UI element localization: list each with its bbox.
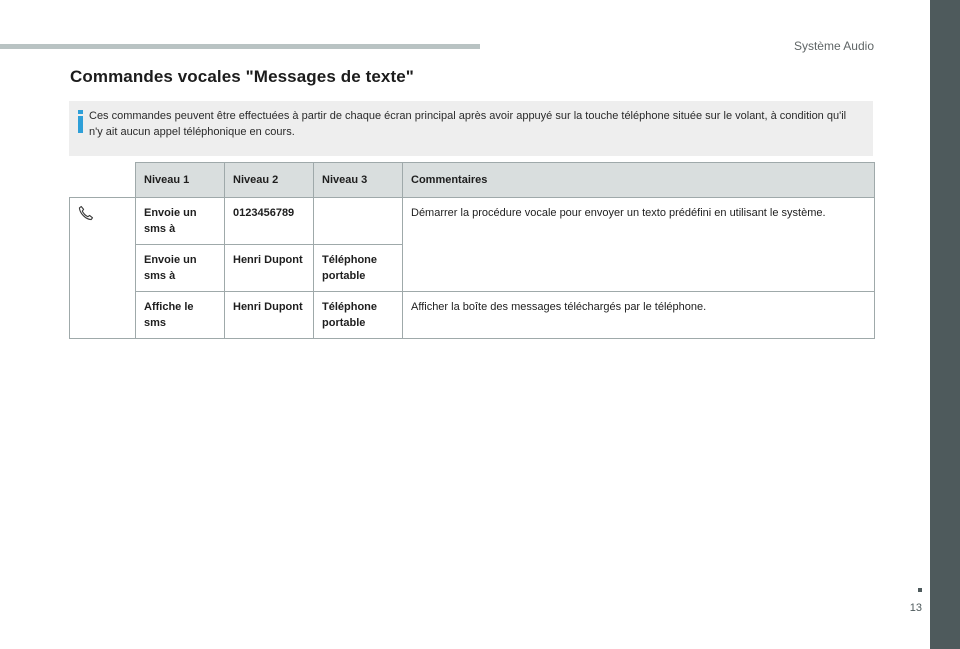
row2-niveau2: Henri Dupont — [225, 245, 314, 292]
header-commentaires: Commentaires — [403, 163, 875, 198]
header-rule — [0, 44, 480, 49]
info-text: Ces commandes peuvent être effectuées à partir de chaque écran principal après avoir appuyé sur la touche téléphone située sur le volant, à condition qu'il n'y ait aucun appel téléphonique en cours. — [89, 110, 847, 138]
table-header-row — [70, 163, 875, 198]
info-icon — [78, 110, 83, 132]
header-niveau-2: Niveau 2 — [225, 163, 314, 198]
phone-icon — [78, 205, 94, 221]
row3-niveau3: Téléphone portable — [314, 292, 403, 339]
row2-niveau3: Téléphone portable — [314, 245, 403, 292]
header-niveau-3: Niveau 3 — [314, 163, 403, 198]
header-niveau-1: Niveau 1 — [136, 163, 225, 198]
row1-niveau1: Envoie un sms à — [136, 198, 225, 245]
row1-commentaire: Démarrer la procédure vocale pour envoyer un texto prédéfini en utilisant le système. — [403, 198, 875, 292]
table-row — [70, 292, 875, 339]
row3-commentaire: Afficher la boîte des messages téléchargés par le téléphone. — [403, 292, 875, 339]
info-box — [69, 101, 873, 156]
phone-icon-cell — [70, 198, 136, 339]
right-edge-bar — [930, 0, 960, 649]
row3-niveau2: Henri Dupont — [225, 292, 314, 339]
section-label: Système Audio — [793, 39, 874, 53]
row2-niveau1: Envoie un sms à — [136, 245, 225, 292]
row1-niveau2: 0123456789 — [225, 198, 314, 245]
header-blank-cell — [70, 163, 136, 198]
row3-niveau1: Affiche le sms — [136, 292, 225, 339]
row1-niveau3 — [314, 198, 403, 245]
page-marker — [918, 588, 922, 592]
page-title: Commandes vocales "Messages de texte" — [70, 67, 414, 86]
voice-commands-table — [69, 162, 875, 339]
page-number: 13 — [909, 602, 922, 614]
table-row — [70, 198, 875, 245]
